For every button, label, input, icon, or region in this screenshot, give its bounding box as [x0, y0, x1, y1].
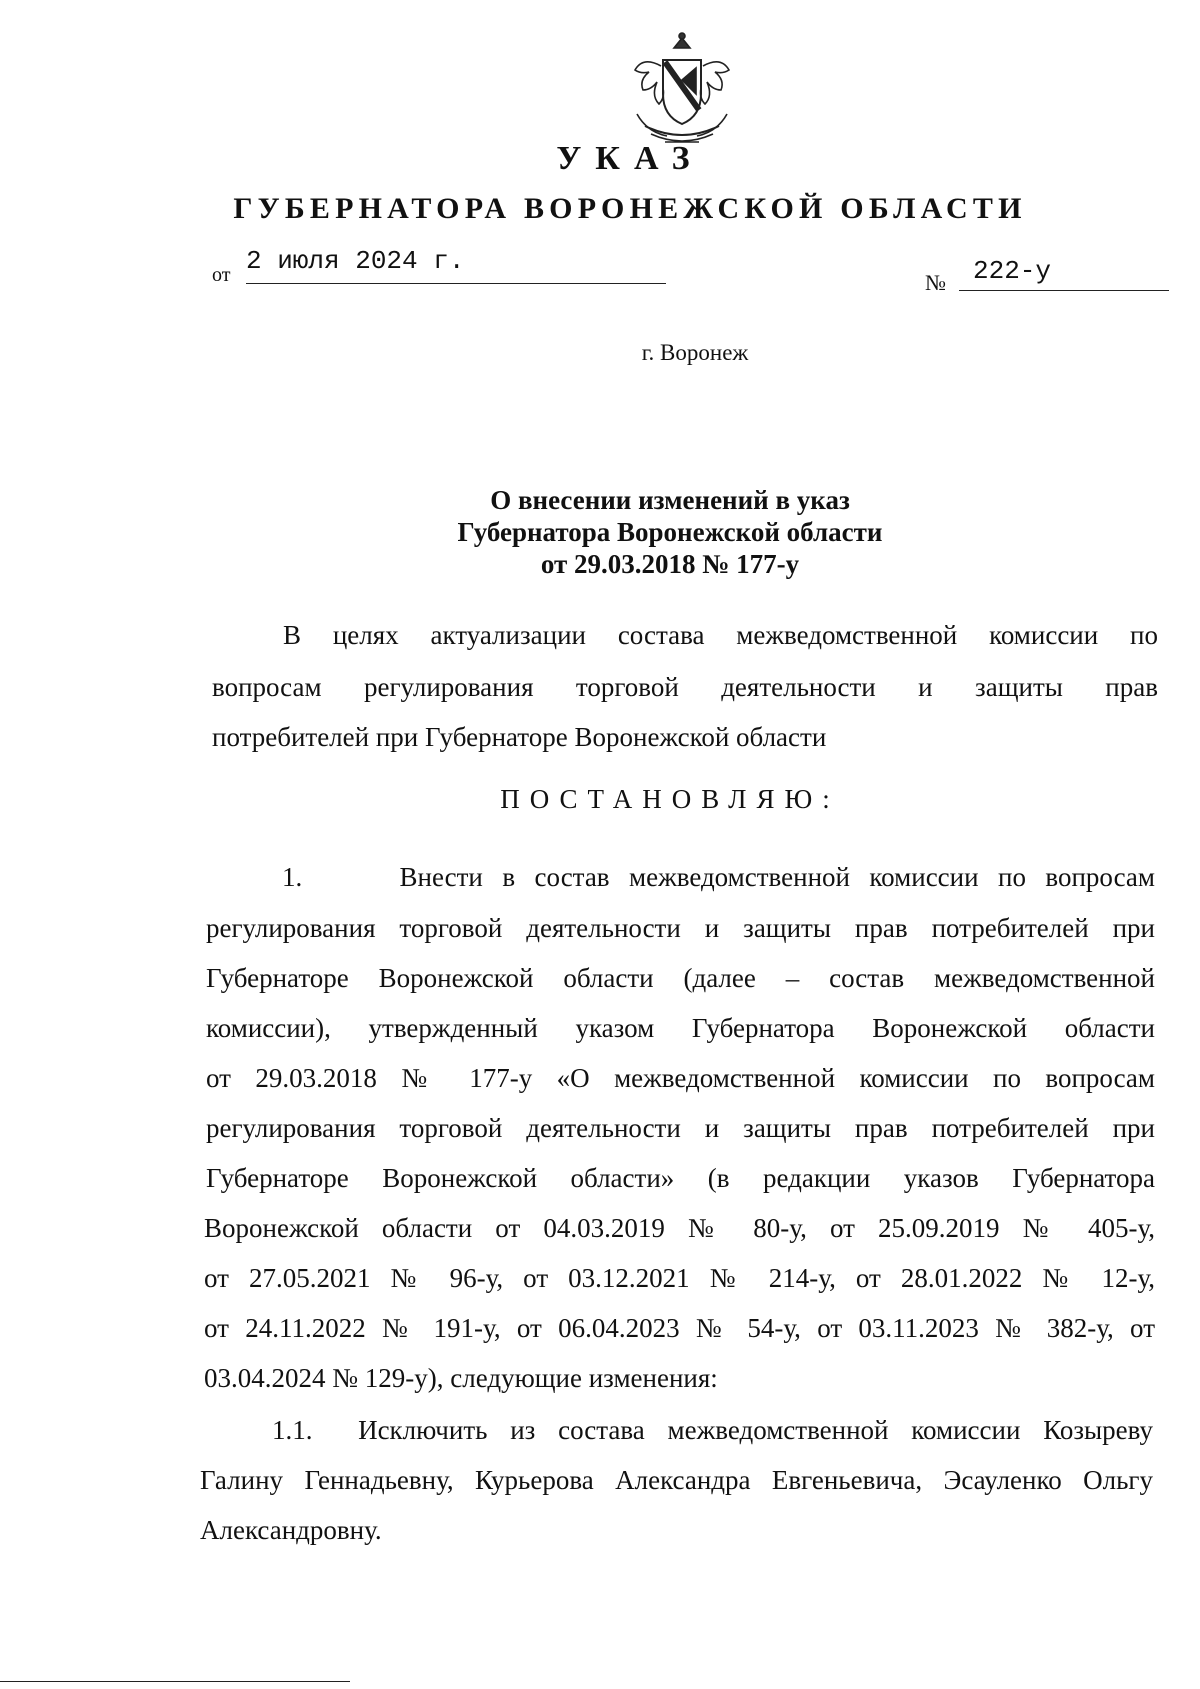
clause-line: 1. Внести в состав межведомственной комиссии по вопросам — [282, 862, 1155, 892]
clause-line: Александровну. — [200, 1515, 382, 1545]
number-value: 222-у — [973, 256, 1052, 286]
number-underline — [959, 290, 1169, 291]
resolution-word: ПОСТАНОВЛЯЮ: — [500, 784, 840, 814]
clause-line: 1.1. Исключить из состава межведомственной комиссии Козыреву — [272, 1415, 1153, 1445]
clause-line: от 24.11.2022 № 191-у, от 06.04.2023 № 54-у, от 03.11.2023 № 382-у, от — [204, 1313, 1155, 1343]
date-underline — [246, 283, 666, 284]
clause-line: Галину Геннадьевну, Курьерова Александра Евгеньевича, Эсауленко Ольгу — [200, 1465, 1153, 1495]
preamble-line: В целях актуализации состава межведомственной комиссии по — [283, 620, 1158, 650]
coat-of-arms-icon — [625, 30, 740, 158]
preamble-line: вопросам регулирования торговой деятельности и защиты прав — [212, 672, 1158, 702]
title-line: от 29.03.2018 № 177-у — [540, 549, 800, 579]
document-type-heading: УКАЗ — [556, 140, 704, 177]
issuer-heading: ГУБЕРНАТОРА ВОРОНЕЖСКОЙ ОБЛАСТИ — [233, 192, 1027, 225]
date-value: 2 июля 2024 г. — [246, 246, 465, 276]
clause-line: Воронежской области от 04.03.2019 № 80-у, от 25.09.2019 № 405-у, — [204, 1213, 1155, 1243]
title-line: О внесении изменений в указ — [490, 485, 850, 515]
clause-line: Губернаторе Воронежской области» (в редакции указов Губернатора — [206, 1163, 1155, 1193]
title-line: Губернатора Воронежской области — [457, 517, 883, 547]
preamble-line: потребителей при Губернаторе Воронежской области — [212, 722, 827, 752]
clause-line: от 29.03.2018 № 177-у «О межведомственной комиссии по вопросам — [206, 1063, 1155, 1093]
clause-line: 03.04.2024 № 129-у), следующие изменения: — [204, 1363, 718, 1393]
document-title — [0, 484, 1200, 580]
clause-line: Губернаторе Воронежской области (далее – состав межведомственной — [206, 963, 1155, 993]
clause-line: комиссии), утвержденный указом Губернатора Воронежской области — [206, 1013, 1155, 1043]
number-prefix: № — [925, 270, 946, 295]
clause-line: регулирования торговой деятельности и защиты прав потребителей при — [206, 1113, 1155, 1143]
footer-rule — [0, 1681, 350, 1682]
date-prefix: от — [212, 264, 231, 286]
clause-line: регулирования торговой деятельности и защиты прав потребителей при — [206, 913, 1155, 943]
clause-line: от 27.05.2021 № 96-у, от 03.12.2021 № 214-у, от 28.01.2022 № 12-у, — [204, 1263, 1155, 1293]
city-label: г. Воронеж — [641, 340, 749, 365]
